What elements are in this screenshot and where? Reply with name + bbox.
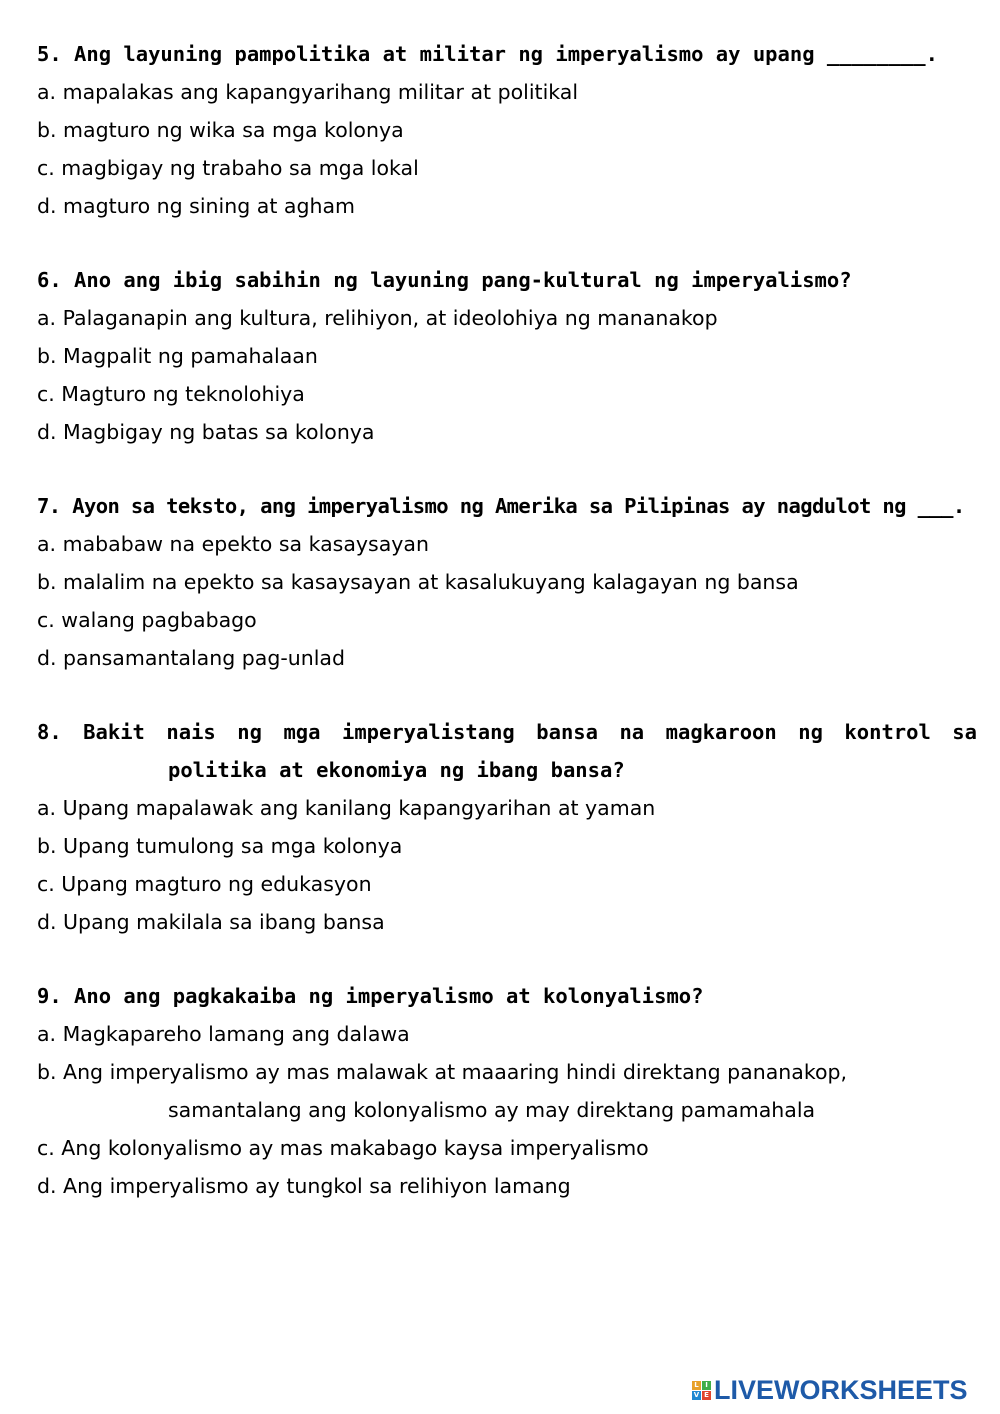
question-9-option-c: c. Ang kolonyalismo ay mas makabago kaysa imperyalismo bbox=[37, 1136, 649, 1160]
liveworksheets-logo-text: LIVEWORKSHEETS bbox=[714, 1374, 968, 1405]
question-5-block bbox=[37, 35, 977, 225]
question-5-option-b: b. magturo ng wika sa mga kolonya bbox=[37, 118, 404, 142]
question-9-option-a: a. Magkapareho lamang ang dalawa bbox=[37, 1022, 410, 1046]
question-6-block bbox=[37, 261, 977, 451]
question-7-block bbox=[37, 487, 977, 677]
question-9-text: 9. Ano ang pagkakaiba ng imperyalismo at kolonyalismo? bbox=[37, 984, 704, 1008]
liveworksheets-logo-icon bbox=[692, 1381, 711, 1400]
question-8-option-b: b. Upang tumulong sa mga kolonya bbox=[37, 834, 403, 858]
question-8-option-d: d. Upang makilala sa ibang bansa bbox=[37, 910, 385, 934]
logo-mark-l: L bbox=[692, 1381, 701, 1390]
question-7-option-a: a. mababaw na epekto sa kasaysayan bbox=[37, 532, 429, 556]
logo-mark-e: E bbox=[702, 1391, 711, 1400]
question-8-block bbox=[37, 713, 977, 941]
question-9-block bbox=[37, 977, 897, 1205]
question-8-option-a: a. Upang mapalawak ang kanilang kapangyarihan at yaman bbox=[37, 796, 656, 820]
question-6-option-d: d. Magbigay ng batas sa kolonya bbox=[37, 420, 375, 444]
logo-mark-i: I bbox=[702, 1381, 711, 1390]
question-5-text: 5. Ang layuning pampolitika at militar ng imperyalismo ay upang ________. bbox=[37, 42, 938, 66]
question-5-option-c: c. magbigay ng trabaho sa mga lokal bbox=[37, 156, 419, 180]
question-5-option-a: a. mapalakas ang kapangyarihang militar at politikal bbox=[37, 80, 579, 104]
question-6-option-b: b. Magpalit ng pamahalaan bbox=[37, 344, 318, 368]
question-9-option-b: b. Ang imperyalismo ay mas malawak at maaaring hindi direktang pananakop, samantalang ang kolonyalismo ay may direktang pamamahala bbox=[37, 1060, 848, 1122]
question-7-text: 7. Ayon sa teksto, ang imperyalismo ng Amerika sa Pilipinas ay nagdulot ng ___. bbox=[37, 494, 965, 518]
question-7-option-c: c. walang pagbabago bbox=[37, 608, 257, 632]
question-7-option-b: b. malalim na epekto sa kasaysayan at kasalukuyang kalagayan ng bansa bbox=[37, 570, 799, 594]
question-8-text: 8. Bakit nais ng mga imperyalistang bansa na magkaroon ng kontrol sa politika at ekonomiya ng ibang bansa? bbox=[37, 720, 977, 782]
question-7-option-d: d. pansamantalang pag-unlad bbox=[37, 646, 346, 670]
question-6-text: 6. Ano ang ibig sabihin ng layuning pang-kultural ng imperyalismo? bbox=[37, 268, 852, 292]
question-6-option-c: c. Magturo ng teknolohiya bbox=[37, 382, 305, 406]
question-9-option-d: d. Ang imperyalismo ay tungkol sa relihiyon lamang bbox=[37, 1174, 571, 1198]
question-6-option-a: a. Palaganapin ang kultura, relihiyon, at ideolohiya ng mananakop bbox=[37, 306, 718, 330]
question-5-option-d: d. magturo ng sining at agham bbox=[37, 194, 355, 218]
question-8-option-c: c. Upang magturo ng edukasyon bbox=[37, 872, 372, 896]
logo-mark-v: V bbox=[693, 1390, 700, 1399]
liveworksheets-logo bbox=[692, 1372, 968, 1408]
